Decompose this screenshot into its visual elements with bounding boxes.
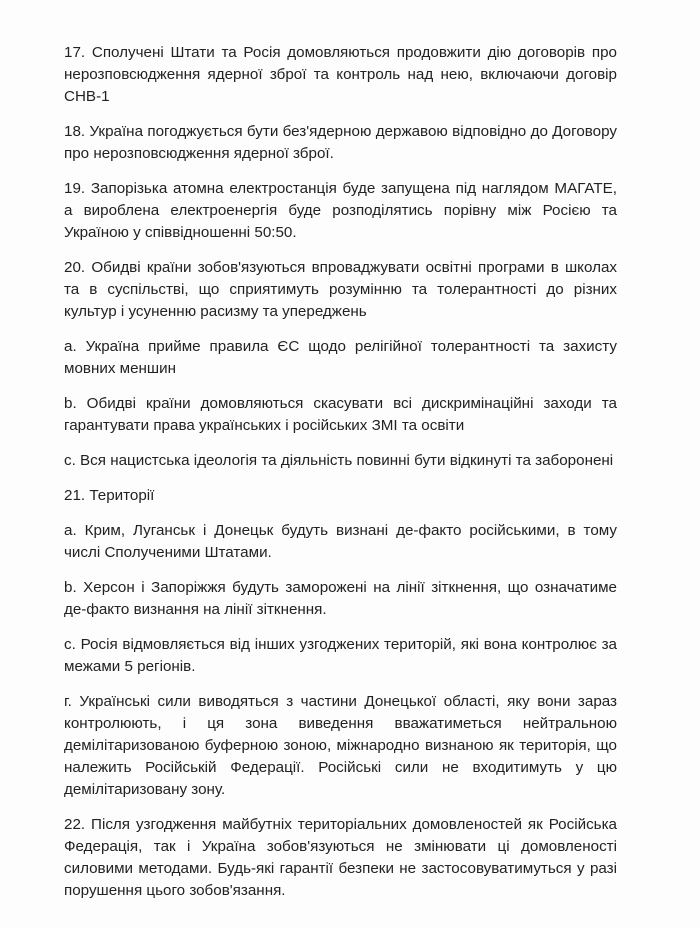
paragraph-21-heading: 21. Території xyxy=(64,487,155,504)
paragraph-19: 19. Запорізька атомна електростанція буде запущена під наглядом МАГАТЕ, а вироблена електроенергія буде розподілятись порівну між Росією та Україною у співвідношенні 50:50. xyxy=(64,180,617,241)
paragraph-20b: b. Обидві країни домовляються скасувати всі дискримінаційні заходи та гарантувати права українських і російських ЗМІ та освіти xyxy=(64,395,617,434)
paragraph-21a: а. Крим, Луганськ і Донецьк будуть визнані де-факто російськими, в тому числі Сполученими Штатами. xyxy=(64,522,617,561)
paragraph-22: 22. Після узгодження майбутніх територіальних домовленостей як Російська Федерація, так і Україна зобов'язуються не змінювати ці домовленості силовими методами. Будь-які гарантії безпеки не застосовуватимуться у разі порушення цього зобов'язання. xyxy=(64,816,617,899)
paragraph-17: 17. Сполучені Штати та Росія домовляються продовжити дію договорів про нерозповсюдження ядерної зброї та контроль над нею, включаючи договір СНВ-1 xyxy=(64,44,617,105)
paragraph-21c: с. Росія відмовляється від інших узгоджених територій, які вона контролює за межами 5 регіонів. xyxy=(64,636,617,675)
paragraph-18: 18. Україна погоджується бути без'ядерною державою відповідно до Договору про нерозповсюдження ядерної зброї. xyxy=(64,123,617,162)
paragraph-20a: а. Україна прийме правила ЄС щодо релігійної толерантності та захисту мовних меншин xyxy=(64,338,617,377)
paragraph-20c: с. Вся нацистська ідеологія та діяльність повинні бути відкинуті та заборонені xyxy=(64,452,614,469)
paragraph-21b: b. Херсон і Запоріжжя будуть заморожені на лінії зіткнення, що означатиме де-факто визнання на лінії зіткнення. xyxy=(64,579,617,618)
document-body xyxy=(64,42,617,915)
paragraph-20: 20. Обидві країни зобов'язуються впроваджувати освітні програми в школах та в суспільстві, що сприятимуть розумінню та толерантності до різних культур і усуненню расизму та упереджень xyxy=(64,259,617,320)
paragraph-21g: г. Українські сили виводяться з частини Донецької області, яку вони зараз контролюють, і ця зона виведення вважатиметься нейтральною демілітаризованою буферною зоною, міжнародно визнаною як територія, що належить Російській Федерації. Російські сили не входитимуть у цю демілітаризовану зону. xyxy=(64,693,617,798)
